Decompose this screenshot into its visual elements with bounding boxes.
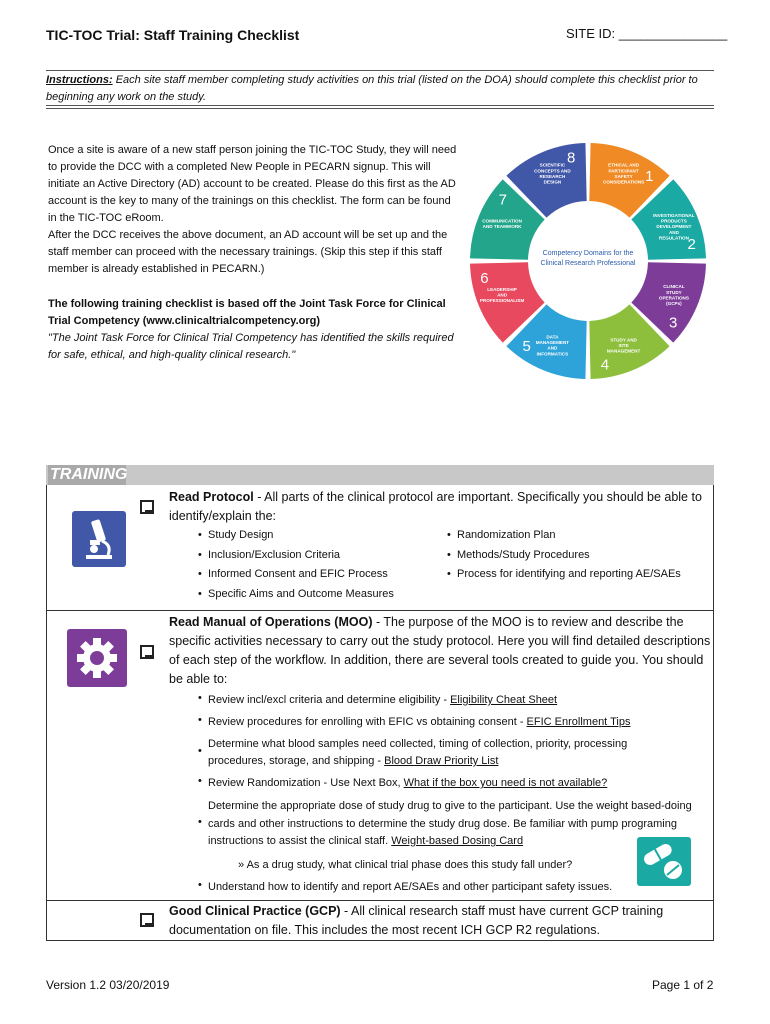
moo-title: Read Manual of Operations (MOO) (169, 615, 373, 629)
protocol-checkbox[interactable] (140, 500, 154, 514)
gear-icon (67, 629, 127, 687)
intro-paragraph-1: Once a site is aware of a new staff person joining the TIC-TOC Study, they will need to provide the DCC with a completed New People in PECARN signup. This will initiate an Active Directory (AD) account to be created. Please do this first as the AD account is the key to many of the trainings on this checklist. The form can be found in the TIC-TOC eRoom. (48, 144, 457, 224)
page-number: Page 1 of 2 (652, 978, 714, 992)
bullet: • (198, 816, 202, 828)
row-divider (46, 900, 714, 901)
box-not-available-link[interactable]: What if the box you need is not available? (403, 777, 608, 789)
wheel-number-8: 8 (566, 149, 576, 167)
jtf-bold-text: The following training checklist is based off the Joint Task Force for Clinical Trial Competency (www.clinicaltrialcompetency.org) (48, 298, 446, 327)
list-item: • Specific Aims and Outcome Measures (198, 585, 438, 605)
moo-subquestion: » As a drug study, what clinical trial phase does this study fall under? (238, 859, 573, 871)
gcp-text: - All clinical research staff must have current GCP training documentation on file. This includes the most recent ICH GCP R2 regulations. (169, 904, 664, 937)
wheel-label-5: DATA MANAGEMENT AND INFORMATICS (535, 334, 570, 357)
protocol-title: Read Protocol (169, 490, 254, 504)
wheel-number-3: 3 (669, 314, 678, 332)
divider (46, 70, 714, 71)
document-title: TIC-TOC Trial: Staff Training Checklist (46, 27, 300, 43)
wheel-label-7: COMMUNICATION AND TEAMWORK (482, 218, 522, 230)
wheel-label-1: ETHICAL AND PARTICIPANT SAFETY CONSIDERATIONS (602, 162, 645, 185)
list-item: • Randomization Plan (447, 526, 712, 546)
wheel-number-1: 1 (645, 167, 654, 185)
list-item: • Informed Consent and EFIC Process (198, 565, 438, 585)
bullet: • (198, 692, 202, 704)
moo-task-efic (208, 714, 688, 731)
moo-task-randomization (208, 775, 688, 792)
wheel-number-7: 7 (498, 191, 507, 209)
task-text: Determine the appropriate dose of study drug to give to the participant. Use the weight based-doing cards and other instructions to determine the study drug dose. Be familiar with pump programing instructions to assist the clinical staff. (208, 800, 692, 847)
protocol-list-right (447, 526, 712, 585)
wheel-number-2: 2 (687, 236, 696, 254)
intro-paragraph-2: After the DCC receives the above document, an AD account will be set up and the staff member can proceed with the necessary trainings. (Skip this step if this staff member is already established in PECARN.) (48, 229, 448, 275)
wheel-center-title-2: Clinical Research Professional (540, 260, 636, 267)
list-item: • Process for identifying and reporting AE/SAEs (447, 565, 712, 585)
wheel-label-3: CLINICAL STUDY OPERATIONS (GCPs) (658, 284, 689, 306)
competency-wheel (458, 136, 718, 386)
task-text: Review Randomization - Use Next Box, (208, 777, 404, 789)
instructions-label: Instructions: (46, 74, 113, 86)
task-text: Review procedures for enrolling with EFIC vs obtaining consent - (208, 716, 527, 728)
wheel-label-4: STUDY AND SITE MANAGEMENT (606, 337, 641, 354)
pill-icon (637, 837, 691, 886)
wheel-label-2: INVESTIGATIONAL PRODUCTS DEVELOPMENT AND REGULATION (653, 213, 695, 241)
site-id-field: SITE ID: _______________ (566, 26, 728, 41)
moo-checkbox[interactable] (140, 645, 154, 659)
gcp-description (169, 902, 709, 940)
divider-double (46, 105, 714, 109)
bullet: • (198, 714, 202, 726)
jtf-quote: "The Joint Task Force for Clinical Trial Competency has identified the skills required for safe, ethical, and high-quality clinical research." (48, 332, 454, 361)
moo-task-eligibility (208, 692, 688, 709)
wheel-label-6: LEADERSHIP AND PROFESSIONALISM (479, 286, 525, 304)
protocol-text: - All parts of the clinical protocol are important. Specifically you should be able to identify/explain the: (169, 490, 702, 523)
task-text: Determine what blood samples need collected, timing of collection, priority, processing procedures, storage, and shipping - (208, 738, 628, 767)
list-item: • Methods/Study Procedures (447, 546, 712, 566)
wheel-center-title: Competency Domains for the (542, 250, 634, 257)
row-divider (46, 610, 714, 611)
training-heading: TRAINING (50, 466, 128, 483)
moo-task-dosing (208, 798, 698, 851)
wheel-number-4: 4 (600, 356, 610, 374)
list-item: • Inclusion/Exclusion Criteria (198, 546, 438, 566)
instructions (46, 72, 714, 106)
wheel-number-5: 5 (522, 338, 531, 356)
bullet: • (198, 775, 202, 787)
moo-task-ae: Understand how to identify and report AE/SAEs and other participant safety issues. (208, 881, 613, 893)
moo-text: - The purpose of the MOO is to review and describe the specific activities necessary to carry out the study protocol. Here you will find detailed descriptions of each step of the workflow. In addition, there are several tools created to guide you. You should be able to: (169, 615, 711, 686)
protocol-description (169, 488, 711, 526)
training-header-bar (46, 465, 714, 485)
jtf-reference (48, 296, 460, 364)
wheel-label-8: SCIENTIFIC CONCEPTS AND RESEARCH DESIGN (534, 162, 571, 185)
microscope-icon (72, 511, 126, 567)
bullet: • (198, 879, 202, 891)
bullet: • (198, 745, 202, 757)
task-text: Review incl/excl criteria and determine eligibility - (208, 694, 451, 706)
gcp-checkbox[interactable] (140, 913, 154, 927)
protocol-list-left (198, 526, 438, 604)
moo-description (169, 613, 711, 689)
blood-draw-priority-list-link[interactable]: Blood Draw Priority List (384, 755, 499, 767)
list-item: • Study Design (198, 526, 438, 546)
instructions-text: Each site staff member completing study activities on this trial (listed on the DOA) should complete this checklist prior to beginning any work on the study. (46, 74, 698, 103)
version-info: Version 1.2 03/20/2019 (46, 978, 170, 992)
gcp-title: Good Clinical Practice (GCP) (169, 904, 341, 918)
efic-enrollment-tips-link[interactable]: EFIC Enrollment Tips (526, 716, 631, 728)
moo-task-blood (208, 736, 668, 770)
wheel-number-6: 6 (480, 269, 489, 287)
intro-text (48, 142, 460, 278)
weight-based-dosing-card-link[interactable]: Weight-based Dosing Card (391, 835, 524, 847)
eligibility-cheat-sheet-link[interactable]: Eligibility Cheat Sheet (450, 694, 558, 706)
